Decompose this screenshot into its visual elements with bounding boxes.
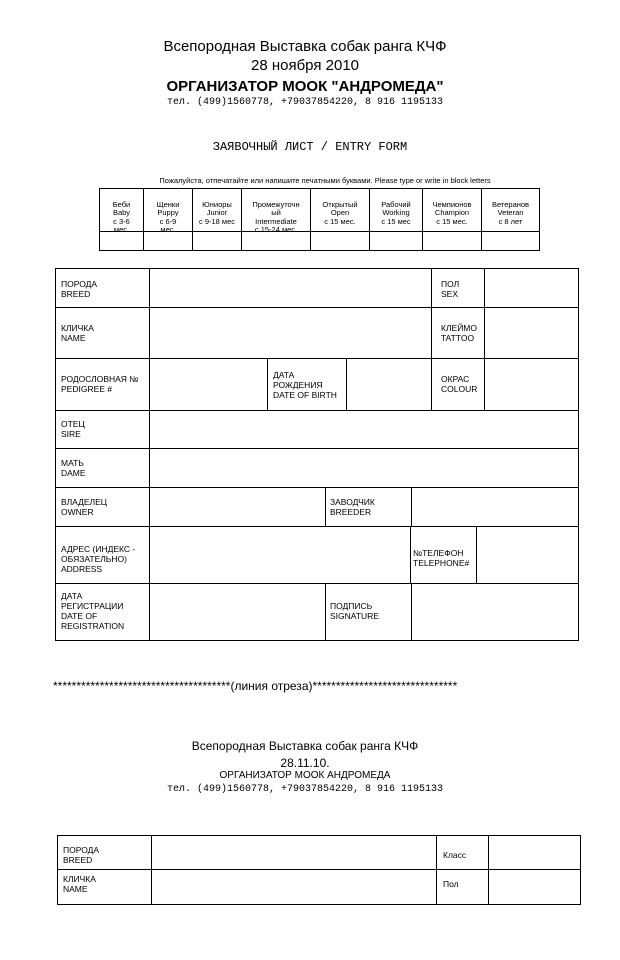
class-age: с 15 мес. <box>436 216 468 226</box>
class-en: Veteran <box>497 208 524 217</box>
label-dame: МАТЬ DAME <box>61 458 86 478</box>
class-junior[interactable] <box>193 192 241 226</box>
name-field[interactable] <box>150 308 431 358</box>
tattoo-field[interactable] <box>485 308 578 358</box>
class-ru: Юниоры <box>202 199 232 209</box>
stub-class-field[interactable] <box>489 836 580 869</box>
stub-phones: тел. (499)1560778, +79037854220, 8 916 1195133 <box>166 784 444 795</box>
class-en: Baby <box>112 208 131 217</box>
colour-field[interactable] <box>485 359 578 410</box>
class-ru: Открытый <box>322 199 358 209</box>
class-age: с 6-9 мес. <box>159 216 177 234</box>
label-breeder: ЗАВОДЧИК BREEDER <box>330 497 375 517</box>
label-pedigree: РОДОСЛОВНАЯ № PEDIGREE # <box>61 374 139 394</box>
class-en: Junior <box>206 208 228 217</box>
stub-breed-field[interactable] <box>152 836 436 869</box>
class-ru: Беби <box>112 199 131 209</box>
class-intermediate[interactable] <box>242 192 310 235</box>
sire-field[interactable] <box>150 411 578 448</box>
instruction-text: Пожалуйста, отпечатайте или напишите печатными буквами. Please type or write in block letters <box>159 176 491 185</box>
class-puppy[interactable] <box>144 192 192 235</box>
header-phones: тел. (499)1560778, +79037854220, 8 916 1195133 <box>166 97 444 108</box>
class-ru: Чемпионов <box>432 199 472 209</box>
label-registration: ДАТА РЕГИСТРАЦИИ DATE OF REGISTRATION <box>61 591 125 631</box>
stub-organizer: ОРГАНИЗАТОР МООК АНДРОМЕДА <box>219 770 391 781</box>
telephone-field[interactable] <box>477 527 578 583</box>
header-title: Всепородная Выставка собак ранга КЧФ <box>163 38 447 55</box>
header-organizer: ОРГАНИЗАТОР МООК "АНДРОМЕДА" <box>166 78 444 95</box>
label-colour: ОКРАС COLOUR <box>441 374 478 394</box>
dame-field[interactable] <box>150 449 578 487</box>
label-sex: ПОЛ SEX <box>441 279 460 299</box>
label-tattoo: КЛЕЙМО TATTOO <box>441 323 478 343</box>
class-en: Working <box>382 208 410 217</box>
class-checkbox-veteran[interactable] <box>482 232 539 250</box>
class-age: с 15-24 мес. <box>254 225 298 234</box>
label-sire: ОТЕЦ SIRE <box>61 419 85 439</box>
owner-field[interactable] <box>150 488 325 526</box>
stub-name-field[interactable] <box>152 870 436 904</box>
class-baby[interactable] <box>100 192 143 235</box>
label-name: КЛИЧКА NAME <box>61 323 94 343</box>
class-checkbox-champion[interactable] <box>423 232 481 250</box>
form-title: ЗАЯВОЧНЫЙ ЛИСТ / ENTRY FORM <box>212 140 408 154</box>
class-age: с 15 мес <box>381 216 411 226</box>
stub-label-name: КЛИЧКА NAME <box>63 874 96 894</box>
pedigree-field[interactable] <box>150 359 267 410</box>
stub-title: Всепородная Выставка собак ранга КЧФ <box>191 739 419 753</box>
label-signature: ПОДПИСЬ SIGNATURE <box>330 601 379 621</box>
class-ru: Промежуточн ый <box>252 199 300 217</box>
class-en: Puppy <box>157 208 179 217</box>
class-ru: Ветеранов <box>491 199 530 209</box>
class-age: с 8 лет <box>498 216 523 226</box>
class-checkbox-intermediate[interactable] <box>242 232 310 250</box>
class-age: с 3-6 мес. <box>113 216 130 234</box>
header-date: 28 ноября 2010 <box>250 57 360 74</box>
class-age: с 15 мес. <box>324 216 356 226</box>
breeder-field[interactable] <box>412 488 578 526</box>
label-owner: ВЛАДЕЛЕЦ OWNER <box>61 497 108 517</box>
class-checkbox-working[interactable] <box>370 232 422 250</box>
sex-field[interactable] <box>485 269 578 307</box>
label-dob: ДАТА РОЖДЕНИЯ DATE OF BIRTH <box>273 370 337 400</box>
stub-date: 28.11.10. <box>280 756 330 770</box>
class-checkbox-baby[interactable] <box>100 232 143 250</box>
label-address: АДРЕС (ИНДЕКС - ОБЯЗАТЕЛЬНО) ADDRESS <box>61 544 136 574</box>
address-field[interactable] <box>150 527 410 583</box>
stub-label-class: Класс <box>443 850 467 860</box>
class-veteran[interactable] <box>482 192 539 226</box>
class-ru: Рабочий <box>381 199 411 209</box>
class-working[interactable] <box>370 192 422 226</box>
class-checkbox-junior[interactable] <box>193 232 241 250</box>
class-checkbox-open[interactable] <box>311 232 369 250</box>
class-ru: Щенки <box>156 199 180 209</box>
class-en: Open <box>330 208 350 217</box>
label-telephone: №ТЕЛЕФОН TELEPHONE# <box>413 548 470 568</box>
breed-field[interactable] <box>150 269 431 307</box>
class-checkbox-puppy[interactable] <box>144 232 192 250</box>
class-en: Champion <box>434 208 470 217</box>
stub-label-sex: Пол <box>443 879 459 889</box>
signature-field[interactable] <box>412 584 578 640</box>
cut-line: **************************************(линия отреза)******************************* <box>53 679 458 693</box>
class-champion[interactable] <box>423 192 481 226</box>
class-open[interactable] <box>311 192 369 226</box>
stub-label-breed: ПОРОДА BREED <box>63 845 100 865</box>
class-age: с 9-18 мес <box>199 216 236 226</box>
dob-field[interactable] <box>347 359 431 410</box>
label-breed: ПОРОДА BREED <box>61 279 98 299</box>
class-en: Intermediate <box>255 216 297 226</box>
registration-field[interactable] <box>150 584 325 640</box>
stub-sex-field[interactable] <box>489 870 580 904</box>
